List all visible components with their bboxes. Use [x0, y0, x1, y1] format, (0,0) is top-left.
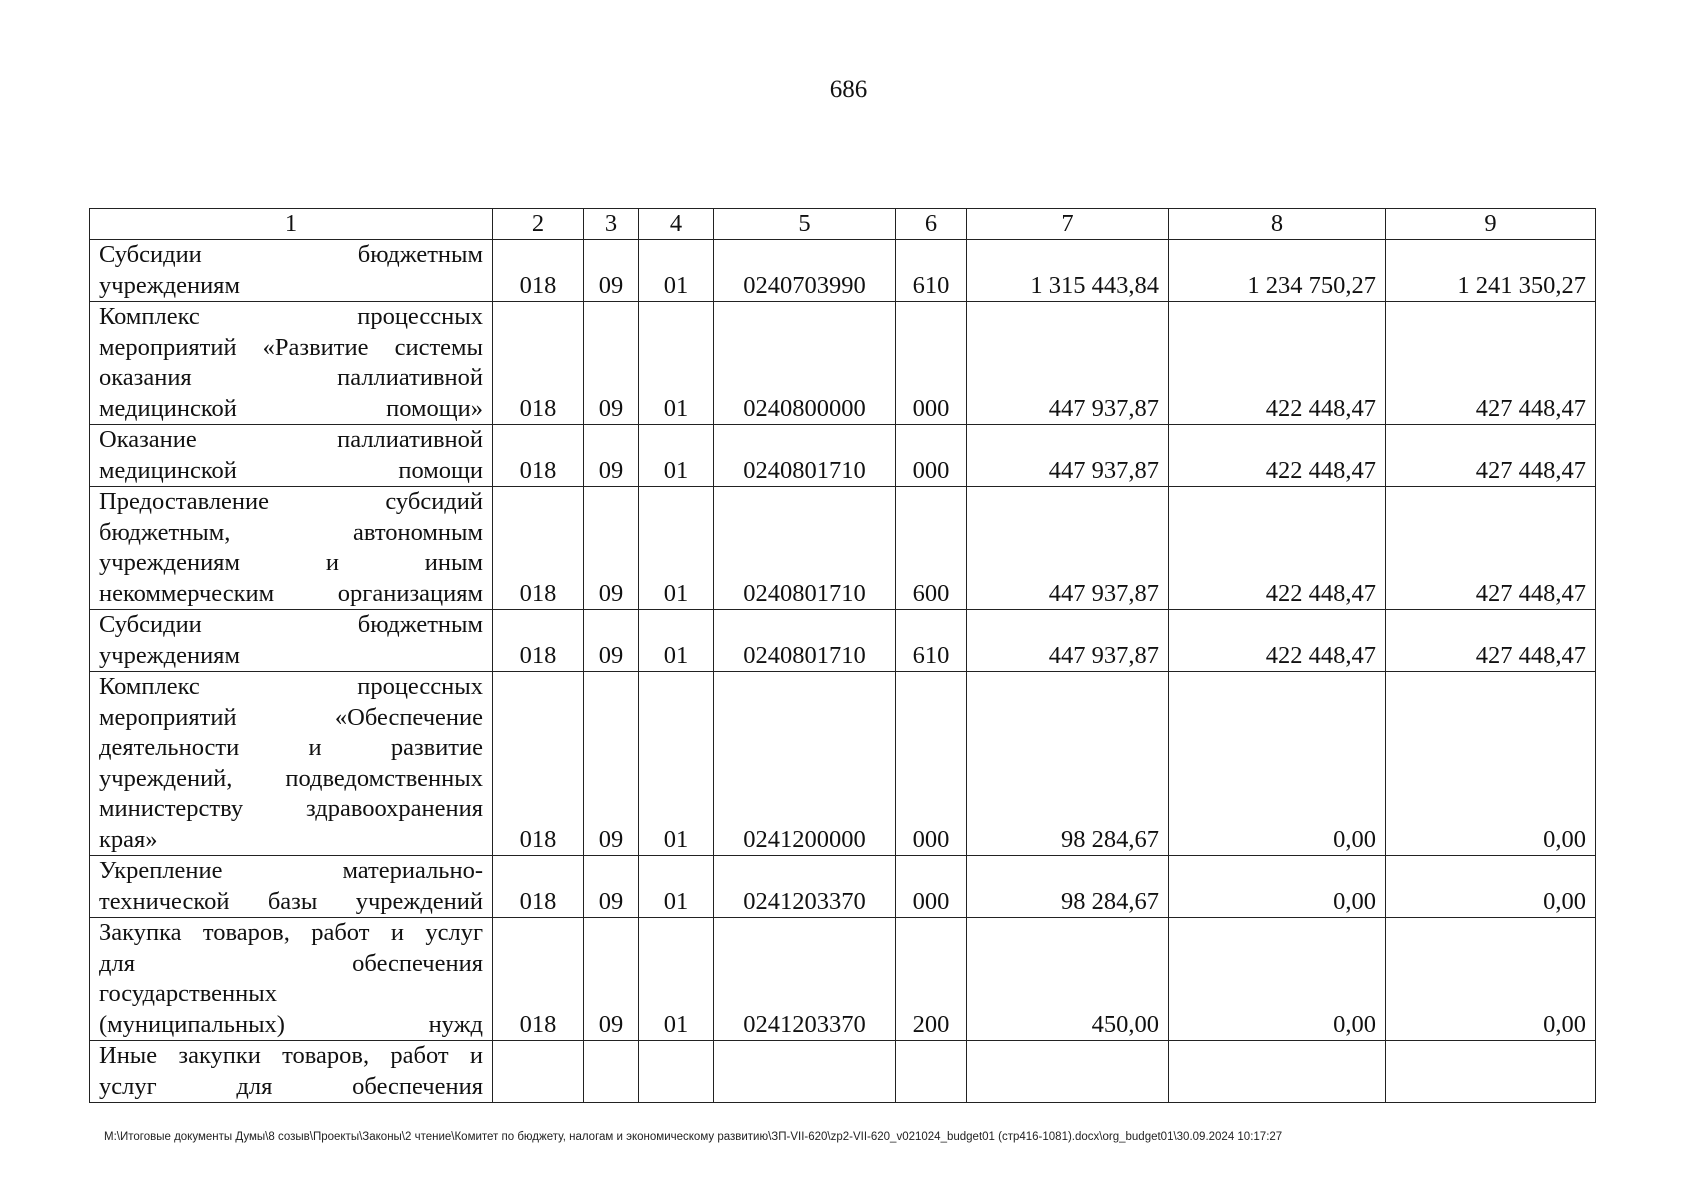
row-name-line: Иные закупки товаров, работ и: [99, 1042, 483, 1069]
cell-col-5: 0240801710: [714, 425, 896, 487]
cell-col-6: 200: [896, 918, 967, 1041]
cell-col-2: 018: [493, 918, 584, 1041]
table-row: [90, 672, 1596, 856]
row-name-line: услуг для обеспечения: [99, 1072, 483, 1100]
table-row: [90, 302, 1596, 425]
cell-col-3: 09: [584, 918, 639, 1041]
cell-col-5: [714, 1041, 896, 1103]
cell-col-9: 427 448,47: [1386, 425, 1596, 487]
table-row: [90, 240, 1596, 302]
row-name-cell: [90, 672, 493, 856]
cell-col-9: 0,00: [1386, 856, 1596, 918]
row-name-line: медицинской помощи: [99, 456, 483, 484]
cell-col-6: 610: [896, 610, 967, 672]
row-name-line: (муниципальных) нужд: [99, 1010, 483, 1038]
cell-col-3: 09: [584, 425, 639, 487]
row-name-cell: [90, 240, 493, 302]
cell-col-7: 447 937,87: [967, 610, 1169, 672]
row-name-line: учреждений, подведомственных: [99, 764, 483, 792]
row-name-line: Укрепление материально-: [99, 857, 483, 884]
row-name-line: государственных: [99, 980, 277, 1007]
cell-col-4: 01: [639, 425, 714, 487]
cell-col-6: 000: [896, 302, 967, 425]
file-path-footer: M:\Итоговые документы Думы\8 созыв\Проекты\Законы\2 чтение\Комитет по бюджету, налогам и экономическому развитию\ЗП-VII-620\zp2-VII-620_v021024_budget01 (стр416-1081).docx\org_budget01\30.09.2024 10:17:27: [104, 1131, 1283, 1143]
cell-col-7: [967, 1041, 1169, 1103]
cell-col-3: 09: [584, 672, 639, 856]
row-name-line: Закупка товаров, работ и услуг: [99, 919, 483, 946]
cell-col-2: 018: [493, 240, 584, 302]
cell-col-3: 09: [584, 487, 639, 610]
cell-col-4: 01: [639, 856, 714, 918]
cell-col-8: 0,00: [1169, 918, 1386, 1041]
header-cell: 4: [639, 209, 714, 240]
cell-col-7: 98 284,67: [967, 856, 1169, 918]
cell-col-4: 01: [639, 610, 714, 672]
cell-col-4: 01: [639, 240, 714, 302]
row-name-line: Субсидии бюджетным: [99, 611, 483, 638]
cell-col-5: 0240801710: [714, 487, 896, 610]
cell-col-2: 018: [493, 487, 584, 610]
cell-col-2: 018: [493, 425, 584, 487]
row-name-line: Субсидии бюджетным: [99, 241, 483, 268]
header-cell: 5: [714, 209, 896, 240]
cell-col-3: 09: [584, 240, 639, 302]
cell-col-9: 0,00: [1386, 918, 1596, 1041]
header-cell: 8: [1169, 209, 1386, 240]
row-name-line: Комплекс процессных: [99, 303, 483, 330]
header-cell: 1: [90, 209, 493, 240]
cell-col-6: 610: [896, 240, 967, 302]
cell-col-5: 0240703990: [714, 240, 896, 302]
row-name-line: мероприятий «Обеспечение: [99, 703, 483, 731]
header-cell: 6: [896, 209, 967, 240]
cell-col-8: 0,00: [1169, 672, 1386, 856]
cell-col-8: 422 448,47: [1169, 302, 1386, 425]
row-name-line: учреждениям: [99, 641, 240, 669]
cell-col-6: 000: [896, 672, 967, 856]
cell-col-5: 0241203370: [714, 918, 896, 1041]
row-name-cell: [90, 918, 493, 1041]
table-row: [90, 425, 1596, 487]
cell-col-9: [1386, 1041, 1596, 1103]
cell-col-5: 0241203370: [714, 856, 896, 918]
cell-col-6: 000: [896, 425, 967, 487]
cell-col-4: [639, 1041, 714, 1103]
row-name-cell: [90, 610, 493, 672]
row-name-line: для обеспечения: [99, 949, 483, 977]
header-cell: 9: [1386, 209, 1596, 240]
cell-col-3: [584, 1041, 639, 1103]
header-cell: 7: [967, 209, 1169, 240]
cell-col-2: 018: [493, 672, 584, 856]
cell-col-8: [1169, 1041, 1386, 1103]
row-name-line: министерству здравоохранения: [99, 795, 483, 822]
cell-col-2: 018: [493, 856, 584, 918]
row-name-cell: [90, 856, 493, 918]
row-name-cell: [90, 487, 493, 610]
cell-col-7: 1 315 443,84: [967, 240, 1169, 302]
header-cell: 3: [584, 209, 639, 240]
cell-col-7: 450,00: [967, 918, 1169, 1041]
row-name-line: некоммерческим организациям: [99, 579, 483, 607]
cell-col-5: 0241200000: [714, 672, 896, 856]
cell-col-6: 000: [896, 856, 967, 918]
header-cell: 2: [493, 209, 584, 240]
row-name-cell: [90, 425, 493, 487]
table-row: [90, 918, 1596, 1041]
row-name-line: технической базы учреждений: [99, 887, 483, 915]
row-name-cell: [90, 1041, 493, 1103]
cell-col-9: 427 448,47: [1386, 487, 1596, 610]
budget-table: [89, 208, 1596, 1103]
cell-col-5: 0240801710: [714, 610, 896, 672]
header-row: [90, 209, 1596, 240]
row-name-cell: [90, 302, 493, 425]
cell-col-4: 01: [639, 302, 714, 425]
cell-col-3: 09: [584, 610, 639, 672]
row-name-line: края»: [99, 825, 158, 853]
cell-col-7: 447 937,87: [967, 425, 1169, 487]
cell-col-8: 422 448,47: [1169, 425, 1386, 487]
cell-col-6: [896, 1041, 967, 1103]
row-name-line: Предоставление субсидий: [99, 488, 483, 515]
row-name-line: учреждениям и иным: [99, 549, 483, 576]
cell-col-3: 09: [584, 302, 639, 425]
cell-col-8: 422 448,47: [1169, 487, 1386, 610]
cell-col-3: 09: [584, 856, 639, 918]
table-row: [90, 610, 1596, 672]
cell-col-9: 1 241 350,27: [1386, 240, 1596, 302]
cell-col-9: 0,00: [1386, 672, 1596, 856]
cell-col-2: 018: [493, 610, 584, 672]
row-name-line: медицинской помощи»: [99, 394, 483, 422]
cell-col-6: 600: [896, 487, 967, 610]
row-name-line: оказания паллиативной: [99, 364, 483, 391]
cell-col-4: 01: [639, 487, 714, 610]
cell-col-2: 018: [493, 302, 584, 425]
row-name-line: Оказание паллиативной: [99, 426, 483, 453]
cell-col-8: 0,00: [1169, 856, 1386, 918]
table-row: [90, 856, 1596, 918]
table-row: [90, 487, 1596, 610]
cell-col-2: [493, 1041, 584, 1103]
cell-col-8: 1 234 750,27: [1169, 240, 1386, 302]
cell-col-9: 427 448,47: [1386, 302, 1596, 425]
cell-col-8: 422 448,47: [1169, 610, 1386, 672]
table-row: [90, 1041, 1596, 1103]
cell-col-9: 427 448,47: [1386, 610, 1596, 672]
row-name-line: деятельности и развитие: [99, 734, 483, 761]
cell-col-4: 01: [639, 918, 714, 1041]
row-name-line: бюджетным, автономным: [99, 518, 483, 546]
row-name-line: учреждениям: [99, 271, 240, 299]
row-name-line: Комплекс процессных: [99, 673, 483, 700]
cell-col-5: 0240800000: [714, 302, 896, 425]
cell-col-4: 01: [639, 672, 714, 856]
row-name-line: мероприятий «Развитие системы: [99, 333, 483, 361]
cell-col-7: 98 284,67: [967, 672, 1169, 856]
cell-col-7: 447 937,87: [967, 487, 1169, 610]
page-number: 686: [829, 76, 868, 103]
cell-col-7: 447 937,87: [967, 302, 1169, 425]
